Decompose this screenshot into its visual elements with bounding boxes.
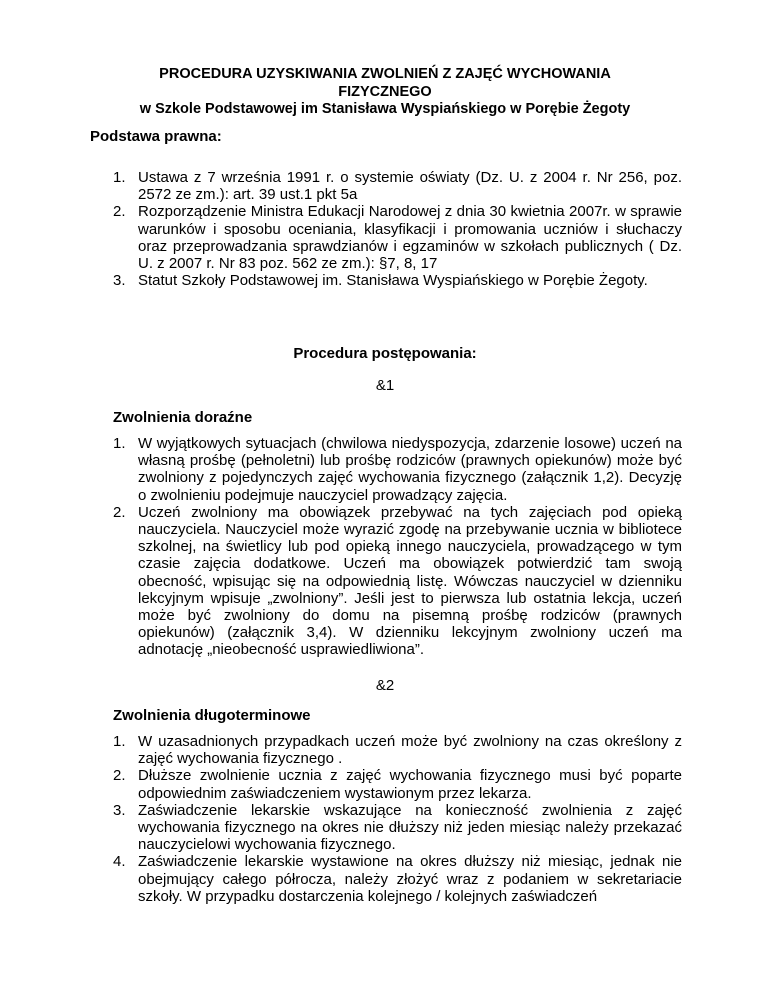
- section-2-list: [113, 733, 682, 905]
- list-item-text: Rozporządzenie Ministra Edukacji Narodowej z dnia 30 kwietnia 2007r. w sprawie warunków i sposobu oceniania, klasyfikacji i promowania uczniów i słuchaczy oraz przeprowadzania sprawdzianów i egzaminów w szkołach publicznych ( Dz. U. z 2007 r. Nr 83 poz. 562 ze zm.): §7, 8, 17: [138, 203, 682, 273]
- list-item: [113, 802, 682, 854]
- list-item: [113, 504, 682, 659]
- section-1-heading: Zwolnienia doraźne: [113, 409, 253, 426]
- section-2-heading: Zwolnienia długoterminowe: [113, 707, 311, 724]
- list-item-number: 2.: [113, 767, 126, 785]
- list-item: [113, 169, 682, 203]
- list-item-text: W uzasadnionych przypadkach uczeń może być zwolniony na czas określony z zajęć wychowania fizycznego .: [138, 733, 682, 768]
- section-1-paragraph-mark: &1: [375, 377, 395, 394]
- list-item-number: 1.: [113, 169, 126, 186]
- list-item: [113, 733, 682, 767]
- title-line-3: w Szkole Podstawowej im Stanisława Wyspiańskiego w Porębie Żegoty: [139, 101, 631, 117]
- list-item-number: 2.: [113, 503, 126, 521]
- list-item: [113, 435, 682, 504]
- list-item: [113, 767, 682, 801]
- list-item-number: 1.: [113, 435, 126, 452]
- list-item-text: Zaświadczenie lekarskie wystawione na okres dłuższy niż miesiąc, jednak nie obejmujący całego półrocza, należy złożyć wraz z podaniem w sekretariacie szkoły. W przypadku dostarczenia kolejnego / kolejnych zaświadczeń: [138, 853, 682, 905]
- list-item-number: 1.: [113, 733, 126, 750]
- list-item-text: Zaświadczenie lekarskie wskazujące na konieczność zwolnienia z zajęć wychowania fizycznego na okres nie dłuższy niż jeden miesiąc należy przekazać nauczycielowi wychowania fizycznego.: [138, 801, 682, 854]
- list-item: [113, 853, 682, 905]
- document-title: [90, 66, 680, 119]
- section-2-paragraph-mark: &2: [375, 677, 395, 694]
- legal-basis-list: [113, 169, 682, 289]
- list-item-number: 3.: [113, 801, 126, 819]
- list-item: [113, 272, 682, 289]
- list-item-number: 3.: [113, 272, 126, 290]
- list-item-text: W wyjątkowych sytuacjach (chwilowa niedyspozycja, zdarzenie losowe) uczeń na własną prośbę (pełnoletni) lub prośbę rodziców (prawnych opiekunów) może być zwolniony z pojedynczych zajęć wychowania fizycznego (załącznik 1,2). Decyzję o zwolnieniu podejmuje nauczyciel prowadzący zajęcia.: [138, 435, 682, 504]
- section-1-list: [113, 435, 682, 659]
- title-line-2: FIZYCZNEGO: [338, 83, 432, 100]
- list-item-text: Uczeń zwolniony ma obowiązek przebywać na tych zajęciach pod opieką nauczyciela. Nauczyciel może wyrazić zgodę na przebywanie ucznia w bibliotece szkolnej, na świetlicy lub pod opieką innego nauczyciela, prowadzącego w tym czasie zajęcia dodatkowe. Uczeń ma obowiązek potwierdzić tam swoją obecność, wpisując się na odpowiednią listę. Wówczas nauczyciel w dzienniku lekcyjnym wpisuje „zwolniony”. Jeśli jest to pierwsza lub ostatnia lekcja, uczeń może być zwolniony do domu na pisemną prośbę rodziców (prawnych opiekunów) (załącznik 3,4). W dzienniku lekcyjnym zwolniony uczeń ma adnotację „nieobecność usprawiedliwiona”.: [138, 503, 682, 659]
- list-item-text: Statut Szkoły Podstawowej im. Stanisława Wyspiańskiego w Porębie Żegoty.: [138, 272, 648, 290]
- list-item-number: 2.: [113, 203, 126, 221]
- list-item-number: 4.: [113, 853, 126, 871]
- title-line-1: PROCEDURA UZYSKIWANIA ZWOLNIEŃ Z ZAJĘĆ WYCHOWANIA: [159, 66, 611, 82]
- legal-basis-heading: Podstawa prawna:: [90, 128, 222, 145]
- list-item: [113, 203, 682, 272]
- procedure-heading: Procedura postępowania:: [293, 345, 477, 362]
- list-item-text: Dłuższe zwolnienie ucznia z zajęć wychowania fizycznego musi być poparte odpowiednim zaświadczeniem wystawionym przez lekarza.: [138, 767, 682, 802]
- list-item-text: Ustawa z 7 września 1991 r. o systemie oświaty (Dz. U. z 2004 r. Nr 256, poz. 2572 ze zm.): art. 39 ust.1 pkt 5a: [138, 169, 682, 204]
